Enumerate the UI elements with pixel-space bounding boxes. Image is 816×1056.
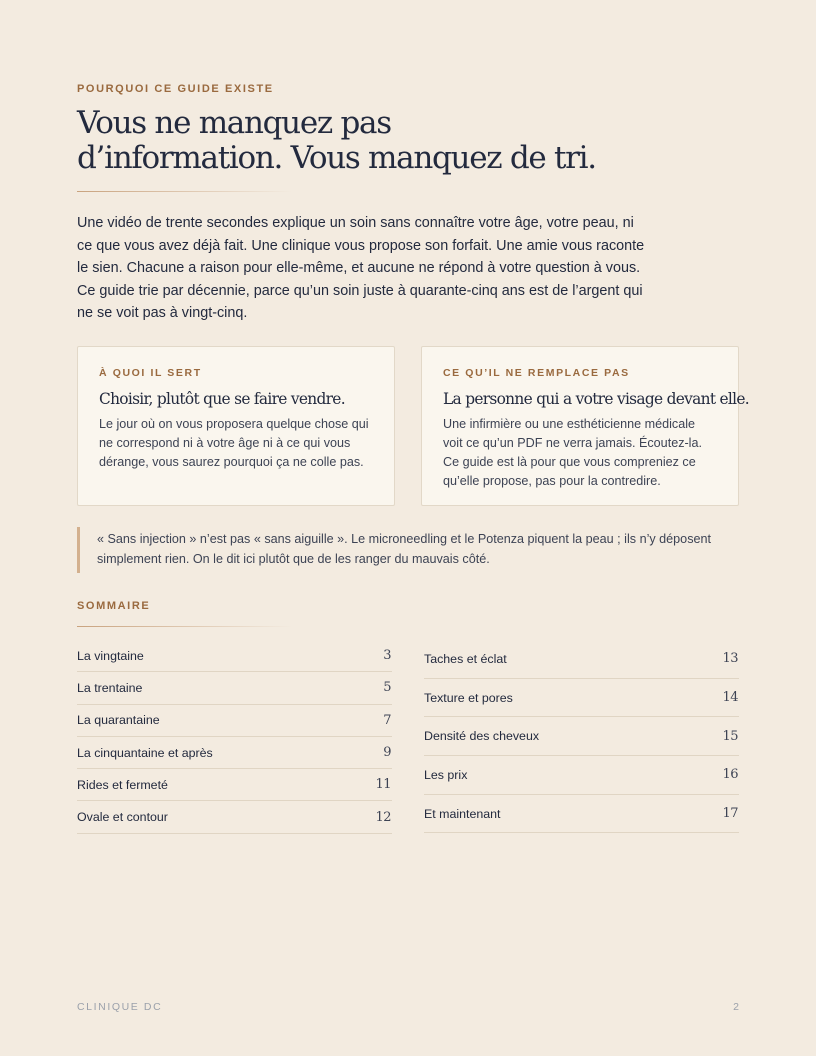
toc-entry[interactable] — [424, 679, 739, 718]
toc-entry-page: 9 — [383, 745, 391, 761]
toc-entry[interactable] — [424, 795, 739, 834]
toc-entry-page: 7 — [383, 712, 391, 728]
toc-entry[interactable] — [77, 769, 392, 801]
toc-entry[interactable] — [77, 705, 392, 737]
toc-entry-label: La trentaine — [77, 680, 143, 695]
toc-entry-label: La quarantaine — [77, 713, 160, 728]
limits-card — [421, 346, 749, 506]
toc-entry-label: Densité des cheveux — [424, 729, 540, 744]
toc-entry[interactable] — [77, 672, 392, 704]
purpose-card-body: Le jour où on vous proposera quelque chose qui ne correspond ni à votre âge ni à ce qui vous dérange, vous saurez pourquoi ça ne colle pas. — [99, 417, 369, 469]
intro-paragraph: Une vidéo de trente secondes explique un soin sans connaître votre âge, votre peau, ni ce que vous avez déjà fait. Une clinique vous propose son forfait. Une amie vous raconte le sien. Chacune a raison pour elle-même, et aucune ne répond à votre question à vous. Ce guide trie par décennie, parce qu’un soin juste à quarante-cinq ans est de l’argent qui ne se voit pas à vingt-cinq. — [77, 215, 645, 321]
footer-page-number: 2 — [733, 1001, 739, 1013]
title-divider — [77, 191, 292, 192]
callout-quote: « Sans injection » n’est pas « sans aiguille ». Le microneedling et le Potenza piquent la peau ; ils n’y déposent simplement rien. On le dit ici plutôt que de les ranger du mauvais côté. — [77, 527, 727, 573]
page-title-line-1: Vous ne manquez pas — [77, 105, 391, 141]
toc-entry-label: La vingtaine — [77, 648, 144, 663]
toc-entry-label: Et maintenant — [424, 806, 501, 821]
toc-entry[interactable] — [424, 717, 739, 756]
toc-column-left — [77, 640, 392, 834]
toc-entry-label: Ovale et contour — [77, 810, 168, 825]
toc-entry-page: 16 — [722, 767, 738, 783]
footer-brand: CLINIQUE DC — [77, 1001, 163, 1013]
toc-entry[interactable] — [77, 801, 392, 833]
toc-divider — [77, 626, 292, 627]
limits-card-title: La personne qui a votre visage devant elle. — [443, 390, 749, 408]
toc-entry-page: 3 — [383, 648, 391, 664]
limits-card-body: Une infirmière ou une esthéticienne médicale voit ce qu’un PDF ne verra jamais. Écoutez-la. Ce guide est là pour que vous compreniez ce qu’elle propose, pas pour la contredire. — [443, 417, 702, 488]
toc-entry-page: 13 — [722, 651, 738, 667]
toc-entry[interactable] — [77, 640, 392, 672]
toc-entry-label: Rides et fermeté — [77, 777, 168, 792]
guide-page — [77, 0, 749, 1056]
limits-card-eyebrow: CE QU’IL NE REMPLACE PAS — [443, 367, 630, 379]
toc-entry-page: 17 — [722, 806, 738, 822]
purpose-card-eyebrow: À QUOI IL SERT — [99, 367, 202, 379]
toc-entry-page: 14 — [722, 690, 738, 706]
toc-entry-label: Texture et pores — [424, 690, 513, 705]
section-eyebrow: POURQUOI CE GUIDE EXISTE — [77, 83, 274, 95]
toc-entry-page: 5 — [383, 680, 391, 696]
toc-column-right — [424, 640, 739, 833]
page-title-line-2: d’information. Vous manquez de tri. — [77, 140, 596, 176]
toc-entry-label: Les prix — [424, 767, 468, 782]
toc-entry-page: 12 — [375, 809, 391, 825]
toc-entry-label: La cinquantaine et après — [77, 745, 213, 760]
page-title — [77, 106, 677, 176]
toc-entry[interactable] — [424, 640, 739, 679]
toc-entry-page: 11 — [375, 777, 391, 793]
toc-entry-page: 15 — [722, 728, 738, 744]
toc-entry-label: Taches et éclat — [424, 651, 507, 666]
toc-heading: SOMMAIRE — [77, 600, 151, 612]
purpose-card-title: Choisir, plutôt que se faire vendre. — [99, 390, 345, 408]
toc-entry[interactable] — [77, 737, 392, 769]
purpose-card — [77, 346, 395, 506]
toc-entry[interactable] — [424, 756, 739, 795]
